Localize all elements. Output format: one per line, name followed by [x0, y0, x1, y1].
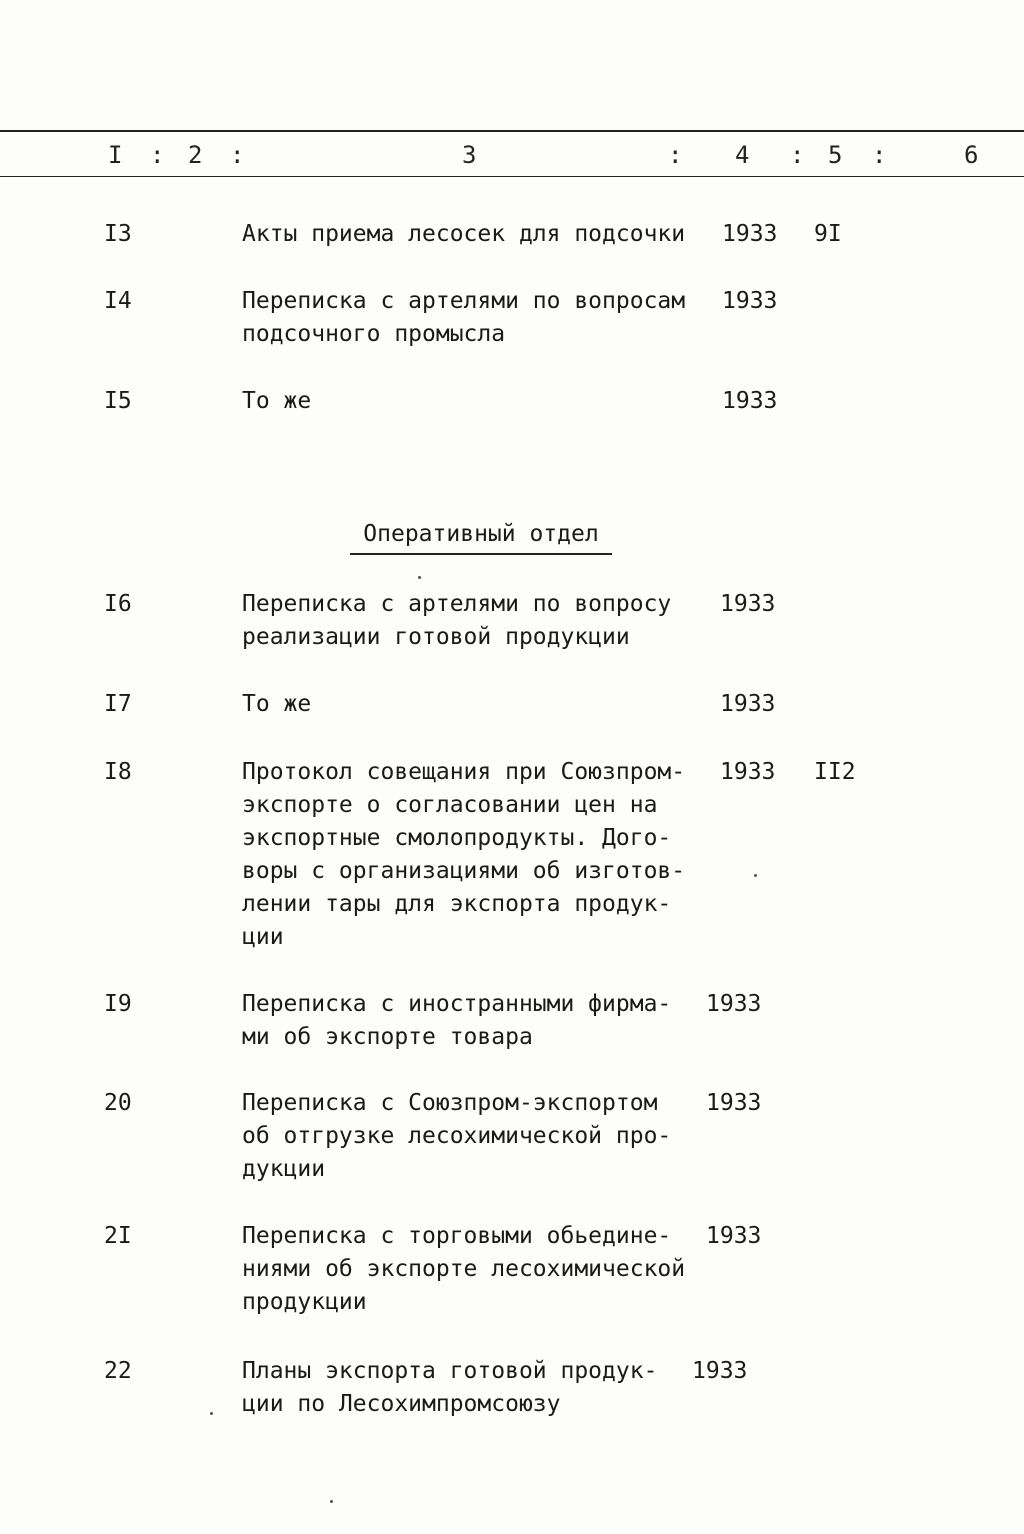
row-number: I6: [104, 591, 132, 617]
section-heading: Оперативный отдел: [350, 518, 612, 555]
col-separator: :: [872, 141, 888, 169]
row-number: I5: [104, 388, 132, 414]
row-year: 1933: [706, 1090, 762, 1116]
paper-speck: [754, 874, 757, 877]
row-number: 22: [104, 1358, 132, 1384]
row-title: То же: [242, 388, 312, 414]
header-bottom-rule: [0, 176, 1024, 177]
paper-speck: [210, 1412, 213, 1415]
row-year: 1933: [722, 221, 778, 247]
row-year: 1933: [722, 288, 778, 314]
row-title: Переписка с торговыми обьедине- ниями об экспорте лесохимической продукции: [242, 1223, 686, 1315]
row-number: I9: [104, 991, 132, 1017]
row-year: 1933: [706, 1223, 762, 1249]
row-title: Переписка с иностранными фирма- ми об экспорте товара: [242, 991, 672, 1050]
paper-speck: [330, 1500, 333, 1503]
row-year: 1933: [720, 759, 776, 785]
row-pages: 9I: [814, 221, 842, 247]
col-separator: :: [230, 141, 246, 169]
row-number: 20: [104, 1090, 132, 1116]
row-number: I3: [104, 221, 132, 247]
col-header-1: I: [108, 141, 124, 169]
col-header-2: 2: [188, 141, 204, 169]
row-title: Переписка с артелями по вопросу реализации готовой продукции: [242, 591, 672, 650]
col-header-3: 3: [462, 141, 478, 169]
col-header-4: 4: [735, 141, 751, 169]
col-separator: :: [790, 141, 806, 169]
paper-speck: [418, 576, 421, 579]
row-year: 1933: [720, 691, 776, 717]
col-separator: :: [150, 141, 166, 169]
col-header-5: 5: [828, 141, 844, 169]
row-year: 1933: [692, 1358, 748, 1384]
row-title: Протокол совещания при Союзпром- экспорте о согласовании цен на экспортные смолопродукты. Дого- воры с организациями об изготов- лении тары для экспорта продук- ции: [242, 759, 686, 950]
header-top-rule: [0, 130, 1024, 132]
row-title: Акты приема лесосек для подсочки: [242, 221, 686, 247]
row-year: 1933: [722, 388, 778, 414]
row-number: I4: [104, 288, 132, 314]
row-pages: II2: [814, 759, 856, 785]
row-title: То же: [242, 691, 312, 717]
row-number: I8: [104, 759, 132, 785]
row-year: 1933: [706, 991, 762, 1017]
row-number: I7: [104, 691, 132, 717]
row-title: Планы экспорта готовой продук- ции по Лесохимпромсоюзу: [242, 1358, 658, 1417]
col-separator: :: [668, 141, 684, 169]
row-year: 1933: [720, 591, 776, 617]
row-title: Переписка с артелями по вопросам подсочного промысла: [242, 288, 686, 347]
col-header-6: 6: [964, 141, 980, 169]
row-title: Переписка с Союзпром-экспортом об отгрузке лесохимической про- дукции: [242, 1090, 672, 1182]
row-number: 2I: [104, 1223, 132, 1249]
